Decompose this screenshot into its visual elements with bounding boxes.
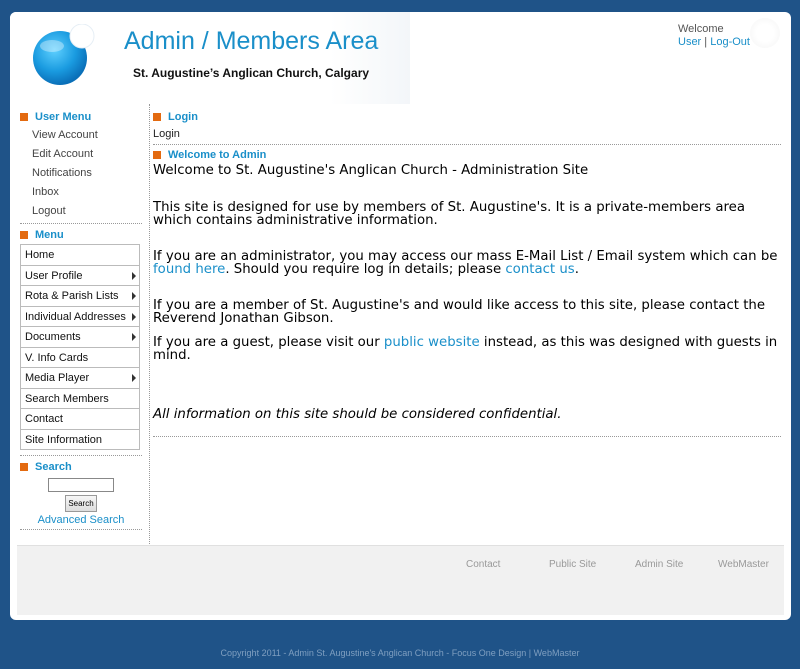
search-box <box>20 478 142 526</box>
user-menu-logout[interactable]: Logout <box>32 205 66 217</box>
divider <box>20 529 142 530</box>
page-container <box>10 12 791 620</box>
footer-link-public-site[interactable]: Public Site <box>549 559 597 570</box>
header <box>10 12 791 107</box>
submenu-arrow-icon <box>132 374 136 382</box>
login-title: Login <box>168 111 198 123</box>
admin-text: If you are an administrator, you may access our mass E-Mail List / Email system which can be <box>153 248 778 264</box>
advanced-search-link[interactable]: Advanced Search <box>37 514 125 526</box>
menu-item-media-player[interactable] <box>21 368 139 389</box>
welcome-label: Welcome <box>678 23 724 35</box>
submenu-arrow-icon <box>132 313 136 321</box>
user-menu-edit-account[interactable]: Edit Account <box>32 148 94 160</box>
menu-item-label: V. Info Cards <box>25 351 89 364</box>
menu-item-label: Contact <box>25 413 63 425</box>
user-menu-heading <box>20 108 142 126</box>
menu-item-label: User Profile <box>25 269 83 282</box>
search-heading <box>20 458 142 476</box>
submenu-arrow-icon <box>132 292 136 300</box>
menu-item-search-members[interactable] <box>21 389 139 410</box>
guest-paragraph <box>153 336 781 363</box>
guest-text: If you are a guest, please visit our <box>153 334 384 350</box>
search-input[interactable] <box>48 478 114 492</box>
bullet-square-icon <box>153 113 161 121</box>
main-content <box>153 108 781 437</box>
menu-item-info-cards[interactable] <box>21 348 139 369</box>
menu-item-label: Site Information <box>25 433 103 446</box>
welcome-title: Welcome to Admin <box>168 149 267 161</box>
divider <box>20 455 142 456</box>
confidential-notice: All information on this site should be considered confidential. <box>153 406 562 422</box>
menu-item-label: Media Player <box>25 372 90 384</box>
sidebar <box>20 108 142 532</box>
menu-item-site-information[interactable] <box>21 430 139 451</box>
menu-item-label: Individual Addresses <box>25 310 126 323</box>
bullet-square-icon <box>153 151 161 159</box>
divider <box>153 436 781 437</box>
site-title: Admin / Members Area <box>124 27 379 55</box>
contact-us-link[interactable]: contact us <box>505 262 575 277</box>
footer-link-admin-site[interactable]: Admin Site <box>635 559 684 570</box>
menu-item-label: Documents <box>25 331 81 343</box>
copyright-text: Copyright 2011 - Admin St. Augustine's Anglican Church - Focus One Design | WebMaster <box>220 648 580 658</box>
guest-text: instead, as this was designed with guests in mind. <box>153 334 778 363</box>
logout-link[interactable]: Log-Out <box>710 36 750 48</box>
menu-item-label: Search Members <box>25 392 109 405</box>
welcome-body <box>153 164 781 421</box>
bullet-square-icon <box>20 231 28 239</box>
menu-item-label: Home <box>25 249 55 261</box>
admin-text: . <box>574 262 579 277</box>
found-here-link[interactable]: found here <box>153 262 226 277</box>
welcome-decoration <box>750 18 780 48</box>
menu-item-user-profile[interactable] <box>21 266 139 287</box>
divider <box>20 223 142 224</box>
footer-link-webmaster[interactable]: WebMaster <box>718 559 769 570</box>
bullet-square-icon <box>20 113 28 121</box>
welcome-box <box>678 23 750 48</box>
link-separator: | <box>704 36 708 48</box>
menu-item-individual-addresses[interactable] <box>21 307 139 328</box>
member-paragraph: If you are a member of St. Augustine's and would like access to this site, please contact the Reverend Jonathan Gibson. <box>153 297 766 326</box>
footer <box>17 545 784 615</box>
search-title: Search <box>35 461 72 473</box>
login-heading <box>153 108 781 126</box>
divider <box>153 144 781 145</box>
submenu-arrow-icon <box>132 272 136 280</box>
main-heading: Welcome to St. Augustine's Anglican Church - Administration Site <box>153 163 589 178</box>
user-link[interactable]: User <box>678 36 702 48</box>
public-website-link[interactable]: public website <box>383 334 480 350</box>
menu-heading <box>20 226 142 244</box>
footer-link-contact[interactable]: Contact <box>466 559 501 570</box>
sidebar-divider <box>149 104 150 544</box>
menu-item-home[interactable] <box>21 245 139 266</box>
menu-item-label: Rota & Parish Lists <box>25 290 119 302</box>
welcome-heading <box>153 146 781 164</box>
login-text: Login <box>153 128 180 140</box>
admin-text: . Should you require log in details; please <box>225 262 506 277</box>
bullet-square-icon <box>20 463 28 471</box>
user-menu-inbox[interactable]: Inbox <box>32 186 59 198</box>
intro-paragraph: This site is designed for use by members of St. Augustine's. It is a private-members area which contains administrative information. <box>153 199 745 228</box>
submenu-arrow-icon <box>132 333 136 341</box>
user-menu-notifications[interactable]: Notifications <box>32 167 92 179</box>
menu-item-contact[interactable] <box>21 409 139 430</box>
site-subtitle: St. Augustine’s Anglican Church, Calgary <box>133 66 370 80</box>
admin-paragraph <box>153 250 781 277</box>
menu-item-documents[interactable] <box>21 327 139 348</box>
menu-item-rota-parish-lists[interactable] <box>21 286 139 307</box>
logo-icon <box>32 24 96 88</box>
main-menu <box>20 244 140 450</box>
user-menu-list <box>20 126 142 221</box>
user-menu-title: User Menu <box>35 111 92 123</box>
menu-title: Menu <box>35 229 64 241</box>
search-button[interactable]: Search <box>65 495 97 512</box>
user-menu-view-account[interactable]: View Account <box>32 129 98 141</box>
